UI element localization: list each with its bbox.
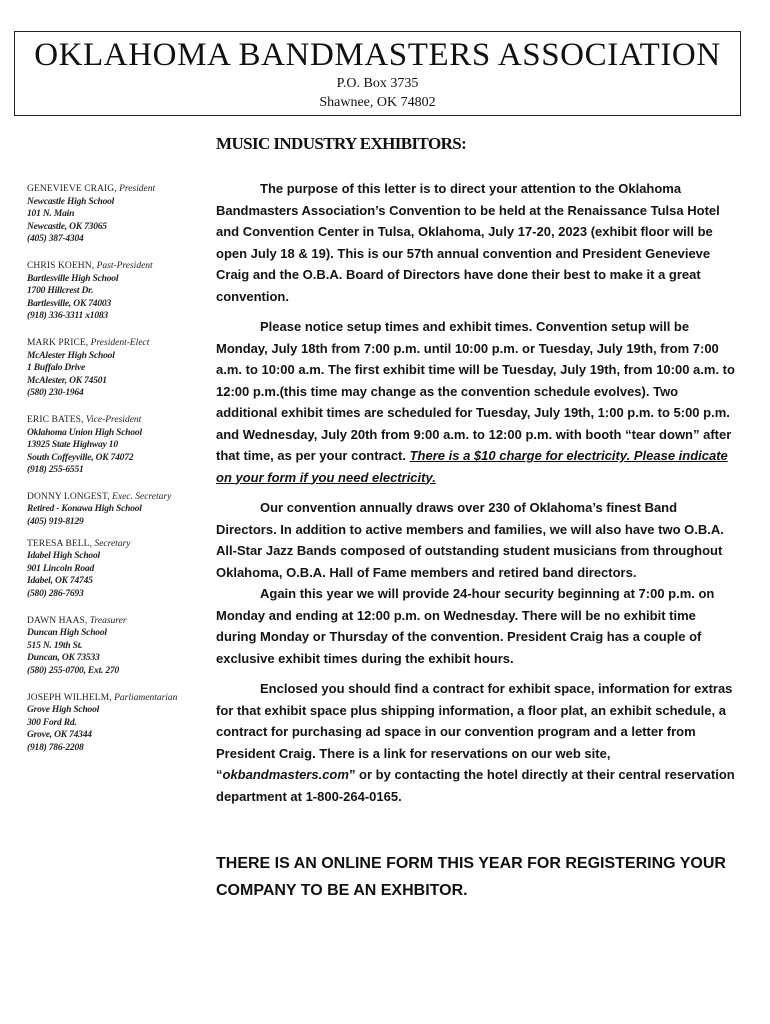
officer-city: Bartlesville, OK 74003 [27, 298, 111, 309]
officers-sidebar [27, 183, 209, 769]
officer-city: Newcastle, OK 73065 [27, 221, 107, 232]
paragraph-attendance: Our convention annually draws over 230 of Oklahoma’s finest Band Directors. In addition to active members and families, we will also have two O.B.A. All-Star Jazz Bands composed of outstanding student musicians from throughout Oklahoma, O.B.A. Hall of Fame members and retired band directors. [216, 500, 724, 580]
officer-street: 901 Lincoln Road [27, 563, 95, 574]
officer-name: MARK PRICE, [27, 337, 89, 348]
officer-name: CHRIS KOEHN, [27, 260, 95, 271]
officer-vice-president [27, 414, 209, 477]
officer-city: Grove, OK 74344 [27, 730, 92, 741]
officer-name: GENEVIEVE CRAIG, [27, 184, 117, 194]
officer-name: ERIC BATES, [27, 414, 84, 425]
officer-past-president [27, 260, 209, 323]
officer-street: 1 Buffalo Drive [27, 363, 86, 374]
enclosed-text-after: ” or by contacting the hotel directly at their central reservation department at 1-800-264-0165. [216, 767, 735, 804]
officer-city: South Coffeyville, OK 74072 [27, 452, 134, 463]
officer-phone: (918) 336-3311 x1083 [27, 311, 108, 322]
officer-title: Secretary [94, 538, 131, 549]
online-form-notice: THERE IS AN ONLINE FORM THIS YEAR FOR REGISTERING YOUR COMPANY TO BE AN EXHBITOR. [216, 855, 726, 899]
officer-title: President-Elect [90, 337, 150, 348]
organization-name: OKLAHOMA BANDMASTERS ASSOCIATION [34, 37, 721, 73]
paragraph-setup-times [216, 316, 736, 488]
officer-name: TERESA BELL, [27, 538, 93, 549]
officer-phone: (580) 286-7693 [27, 589, 84, 600]
officer-street: 13925 State Highway 10 [27, 440, 118, 451]
officer-title: Treasurer [89, 615, 127, 626]
officer-exec-secretary [27, 491, 209, 529]
officer-name: DAWN HAAS, [27, 615, 88, 626]
officer-street: 101 N. Main [27, 209, 75, 220]
officer-city: Duncan, OK 73533 [27, 653, 100, 664]
officer-school: Grove High School [27, 705, 100, 716]
enclosed-text-before: Enclosed you should find a contract for exhibit space, information for extras for that exhibit space plus shipping information, a floor plat, an exhibit schedule, a contract for purchasing ad space in our convention program and a letter from President Craig. There is a link for reservations on our web site, “ [216, 681, 733, 782]
officer-city: McAlester, OK 74501 [27, 375, 107, 386]
paragraph-security: Again this year we will provide 24-hour security beginning at 7:00 p.m. on Monday and ending at 12:00 p.m. on Wednesday. There will be no exhibit time during Monday or Thursday of the convention. President Craig has a couple of exclusive exhibit times during the exhibit hours. [216, 586, 715, 666]
officer-school: Idabel High School [27, 551, 100, 562]
officer-school: Retired - Konawa High School [27, 504, 142, 515]
officer-name: JOSEPH WILHELM, [27, 692, 112, 703]
officer-treasurer [27, 615, 209, 678]
officer-parliamentarian [27, 692, 209, 755]
officer-president-elect [27, 337, 209, 400]
paragraph-purpose: The purpose of this letter is to direct your attention to the Oklahoma Bandmasters Association’s Convention to be held at the Renaissance Tulsa Hotel and Convention Center in Tulsa, Oklahoma, July 17-20, 2023 (exhibit floor will be open July 18 & 19). This is our 57th annual convention and President Genevieve Craig and the O.B.A. Board of Directors have done their best to make it a great convention. [216, 181, 720, 304]
po-box: P.O. Box 3735 [336, 76, 419, 91]
setup-times-text: Please notice setup times and exhibit times. Convention setup will be Monday, July 18th from 7:00 p.m. until 10:00 p.m. or Tuesday, July 19th, from 7:00 a.m. to 10:00 a.m. The first exhibit time will be Tuesday, July 19th, from 10:00 a.m. to 12:00 p.m.(this time may change as the convention schedule evolves). Two additional exhibit times are scheduled for Tuesday, July 19th, 1:00 p.m. to 5:00 p.m. and Wednesday, July 20th from 9:00 a.m. to 12:00 p.m. with booth “tear down” after that time, as per your contract. [216, 319, 735, 463]
officer-school: Newcastle High School [27, 196, 115, 207]
letterhead [14, 31, 741, 116]
officer-phone: (405) 387-4304 [27, 234, 84, 245]
officer-school: McAlester High School [27, 350, 115, 361]
officer-city: Idabel, OK 74745 [27, 576, 93, 587]
paragraph-enclosed [216, 678, 736, 807]
officer-title: Exec. Secretary [112, 491, 172, 502]
website-link[interactable]: okbandmasters.com [222, 767, 349, 782]
letter-body [216, 178, 736, 807]
officer-street: 300 Ford Rd. [27, 717, 77, 728]
officer-phone: (405) 919-8129 [27, 517, 84, 528]
officer-phone: (918) 255-6551 [27, 465, 84, 476]
officer-title: President [119, 184, 156, 194]
officer-street: 515 N. 19th St. [27, 640, 83, 651]
city-address: Shawnee, OK 74802 [319, 95, 436, 110]
officer-school: Oklahoma Union High School [27, 427, 142, 438]
officer-president [27, 183, 209, 246]
officer-title: Parliamentarian [114, 692, 178, 703]
officer-phone: (580) 255-0700, Ext. 270 [27, 666, 120, 676]
officer-secretary [27, 538, 209, 601]
officer-street: 1700 Hillcrest Dr. [27, 286, 94, 297]
officer-name: DONNY LONGEST, [27, 491, 110, 502]
officer-school: Duncan High School [27, 628, 107, 639]
officer-phone: (918) 786-2208 [27, 742, 84, 753]
officer-school: Bartlesville High School [27, 273, 119, 284]
section-title: MUSIC INDUSTRY EXHIBITORS: [216, 134, 467, 153]
officer-title: Past-President [96, 260, 153, 271]
officer-title: Vice-President [85, 414, 142, 425]
electricity-notice: There is a $10 charge for electricity. Please indicate on your form if you need electricity. [216, 448, 728, 485]
officer-phone: (580) 230-1964 [27, 388, 84, 399]
